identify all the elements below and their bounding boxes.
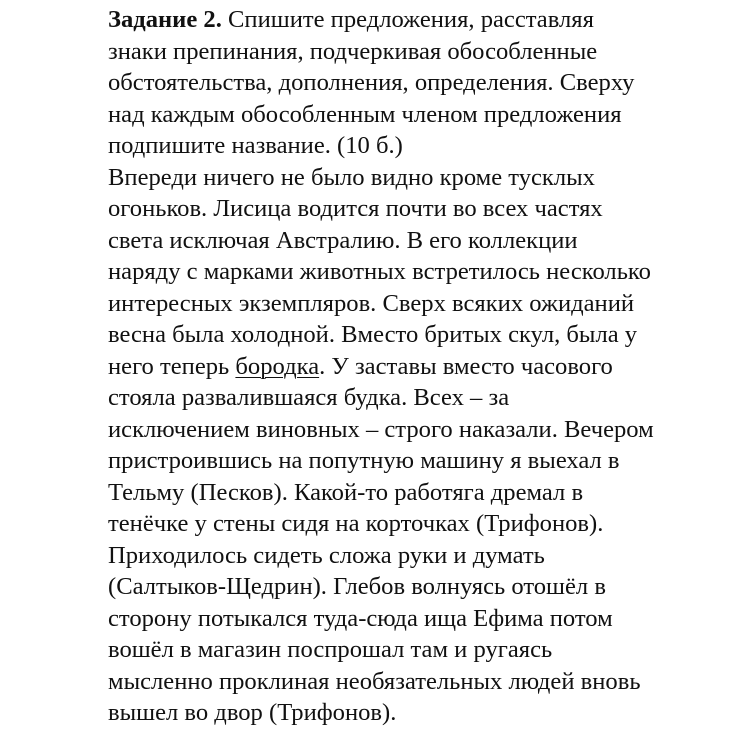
document-page [108, 4, 748, 729]
underlined-word: бородка [235, 352, 320, 380]
text-line-13: Приходилось сидеть сложа руки и думать [108, 541, 545, 569]
text-line-6: весна была холодной. Вместо бритых скул, была у [108, 321, 638, 348]
text-line-3: света исключая Австралию. В его коллекции [108, 226, 578, 254]
task-heading: Задание 2. [108, 6, 222, 33]
task-line-4: над каждым обособленным членом предложения [108, 100, 622, 128]
text-line-15: сторону потыкался туда-сюда ища Ефима потом [108, 604, 613, 632]
text-line-18: вышел во двор (Трифонов). [108, 699, 397, 726]
text-line-5: интересных экземпляров. Сверх всяких ожиданий [108, 289, 635, 317]
text-line-9: исключением виновных – строго наказали. Вечером [108, 415, 654, 443]
task-line-2: знаки препинания, подчеркивая обособленные [108, 37, 598, 65]
task-line-5: подпишите название. (10 б.) [108, 132, 403, 159]
task-text: Спишите предложения, расставляя [221, 6, 594, 33]
text-line-4: наряду с марками животных встретилось несколько [108, 258, 651, 285]
task-line-1 [108, 4, 748, 36]
text-line-10: пристроившись на попутную машину я выехал в [108, 447, 620, 474]
text-line-16: вошёл в магазин поспрошал там и ругаясь [108, 636, 553, 663]
text-segment-before: него теперь [108, 352, 236, 380]
text-line-8: стояла развалившаяся будка. Всех – за [108, 384, 510, 411]
text-segment-after: . У заставы вместо часового [319, 352, 613, 380]
text-line-7 [108, 351, 748, 383]
text-line-12: тенёчке у стены сидя на корточках (Трифонов). [108, 510, 604, 537]
text-line-1: Впереди ничего не было видно кроме тусклых [108, 163, 595, 191]
text-line-17: мысленно проклиная необязательных людей вновь [108, 667, 641, 695]
task-line-3: обстоятельства, дополнения, определения. Сверху [108, 69, 635, 96]
text-line-2: огоньков. Лисица водится почти во всех частях [108, 195, 603, 222]
text-line-14: (Салтыков-Щедрин). Глебов волнуясь отошёл в [108, 573, 606, 600]
text-line-11: Тельму (Песков). Какой-то работяга дремал в [108, 478, 584, 506]
